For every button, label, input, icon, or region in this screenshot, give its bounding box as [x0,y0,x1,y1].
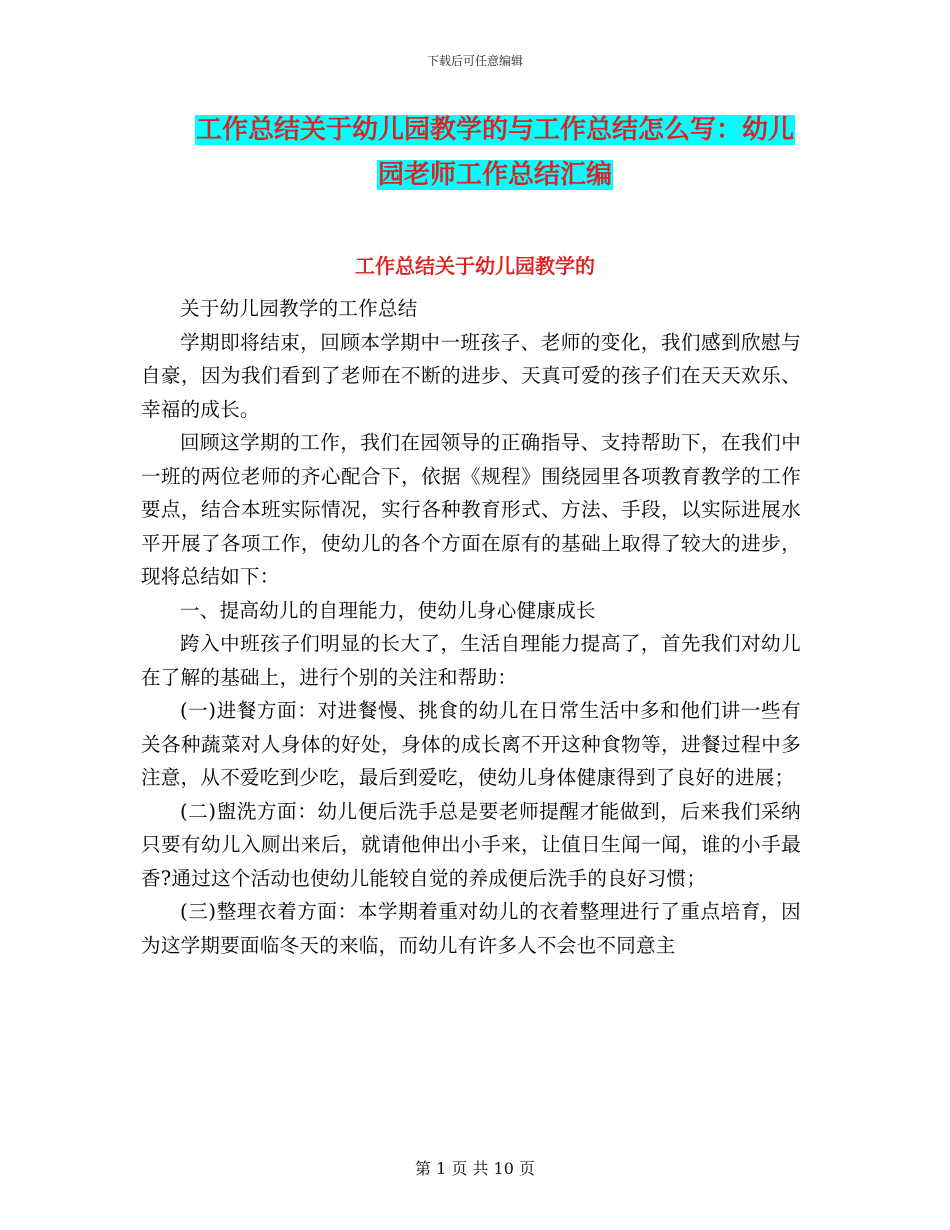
paragraph: (三)整理衣着方面：本学期着重对幼儿的衣着整理进行了重点培育，因为这学期要面临冬天的来临，而幼儿有许多人不会也不同意主 [141,900,801,957]
paragraph: (一)进餐方面：对进餐慢、挑食的幼儿在日常生活中多和他们讲一些有关各种蔬菜对人身体的好处，身体的成长离不开这种食物等，进餐过程中多注意，从不爱吃到少吃，最后到爱吃，使幼儿身体健康得到了良好的进展； [141,699,801,789]
paragraph: 一、提高幼儿的自理能力，使幼儿身心健康成长 [180,598,596,622]
document-title [150,108,840,198]
document-title-line-1: 工作总结关于幼儿园教学的与工作总结怎么写：幼儿 [195,115,794,145]
document-title-line-2: 园老师工作总结汇编 [377,160,612,190]
paragraph: 回顾这学期的工作，我们在园领导的正确指导、支持帮助下，在我们中一班的两位老师的齐心配合下，依据《规程》围绕园里各项教育教学的工作要点，结合本班实际情况，实行各种教育形式、方法、手段，以实际进展水平开展了各项工作，使幼儿的各个方面在原有的基础上取得了较大的进步，现将总结如下： [141,431,801,588]
header-note: 下载后可任意编辑 [426,54,523,68]
section-title: 工作总结关于幼儿园教学的 [355,254,595,278]
paragraph: 跨入中班孩子们明显的长大了，生活自理能力提高了，首先我们对幼儿在了解的基础上，进行个别的关注和帮助： [141,632,801,689]
page-footer: 第 1 页 共 10 页 [415,1159,535,1178]
paragraph: 关于幼儿园教学的工作总结 [180,297,418,320]
paragraph: 学期即将结束，回顾本学期中一班孩子、老师的变化，我们感到欣慰与自豪，因为我们看到了老师在不断的进步、天真可爱的孩子们在天天欢乐、幸福的成长。 [141,330,801,421]
body-text [141,292,801,962]
paragraph: (二)盥洗方面：幼儿便后洗手总是要老师提醒才能做到，后来我们采纳只要有幼儿入厕出来后，就请他伸出小手来，让值日生闻一闻，谁的小手最香?通过这个活动也使幼儿能较自觉的养成便后洗手的良好习惯； [141,799,801,890]
